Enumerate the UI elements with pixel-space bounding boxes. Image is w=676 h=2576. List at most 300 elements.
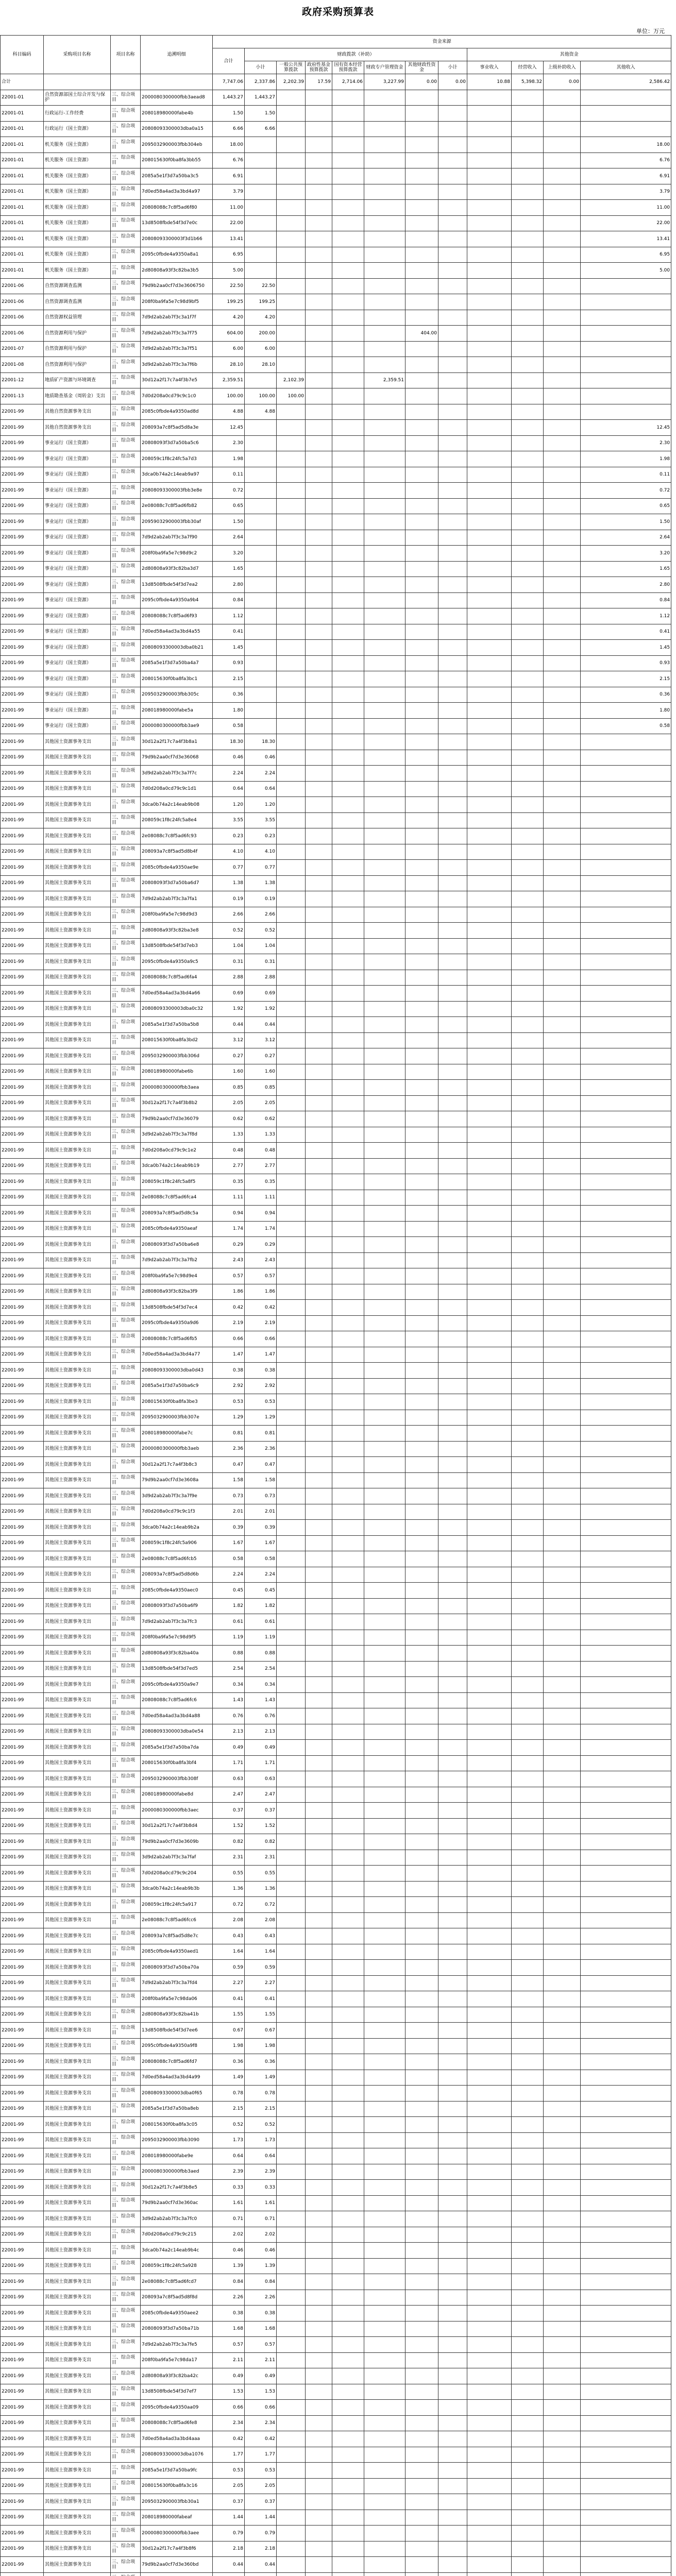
table-cell (544, 703, 581, 719)
table-cell (512, 766, 544, 782)
table-cell: 三、综合项目 (111, 1111, 141, 1127)
table-cell (332, 326, 364, 342)
table-cell (438, 263, 467, 279)
table-cell: 事业运行（国土资源） (44, 640, 111, 656)
table-cell: 208018980000fabe5a (141, 703, 213, 719)
table-cell (277, 1158, 306, 1174)
table-cell (581, 1787, 671, 1803)
table-cell (512, 1677, 544, 1693)
table-cell (512, 1614, 544, 1630)
table-cell: 2d80808a93f3c82ba3f9 (141, 1284, 213, 1300)
table-cell (467, 1661, 512, 1677)
table-cell (512, 1897, 544, 1913)
table-cell (277, 592, 306, 608)
table-cell (581, 1315, 671, 1331)
table-cell: 7,747.06 (213, 74, 245, 90)
table-cell (512, 1803, 544, 1819)
header-total: 合计 (213, 48, 245, 74)
table-cell (306, 1661, 332, 1677)
table-cell (438, 2321, 467, 2337)
table-cell (306, 1975, 332, 1991)
table-cell (467, 2023, 512, 2039)
table-row (1, 2211, 671, 2227)
table-cell: 0.59 (213, 1960, 245, 1976)
table-cell (364, 1912, 405, 1928)
table-cell: 18.30 (213, 734, 245, 750)
table-cell: 2095c0fbde4a9350aa09 (141, 2400, 213, 2416)
table-cell: 其他国土资源事务支出 (44, 2274, 111, 2290)
table-cell: 22001-99 (1, 2368, 44, 2384)
table-cell (405, 2227, 438, 2243)
table-cell: 22001-99 (1, 1032, 44, 1048)
table-cell (332, 1881, 364, 1897)
table-row (1, 294, 671, 310)
table-cell (277, 1143, 306, 1159)
table-cell (581, 2195, 671, 2211)
table-cell (306, 1441, 332, 1457)
table-row (1, 467, 671, 483)
table-cell: 其他国土资源事务支出 (44, 1237, 111, 1253)
table-cell (581, 1143, 671, 1159)
table-cell: 22001-99 (1, 923, 44, 939)
table-cell (277, 1740, 306, 1756)
table-cell (306, 781, 332, 797)
table-cell: 22001-01 (1, 231, 44, 247)
table-cell: 1.12 (213, 608, 245, 624)
table-cell (277, 2211, 306, 2227)
table-cell (405, 750, 438, 766)
table-cell (512, 828, 544, 844)
table-cell: 1.36 (213, 1881, 245, 1897)
table-cell: 其他国土资源事务支出 (44, 750, 111, 766)
table-cell: 其他国土资源事务支出 (44, 923, 111, 939)
table-cell (364, 435, 405, 451)
table-cell: 其他国土资源事务支出 (44, 1975, 111, 1991)
table-cell: 事业运行（国土资源） (44, 718, 111, 734)
table-cell (581, 907, 671, 923)
table-cell: 机关服务（国土资源） (44, 215, 111, 231)
table-cell: 1.77 (245, 2447, 277, 2463)
table-cell (306, 1787, 332, 1803)
table-cell (364, 420, 405, 436)
table-cell (405, 1095, 438, 1111)
table-cell: 2,714.06 (332, 74, 364, 90)
table-cell (332, 1520, 364, 1536)
table-cell: 22001-01 (1, 106, 44, 122)
table-cell (306, 2447, 332, 2463)
table-row (1, 2478, 671, 2494)
table-cell (364, 1143, 405, 1159)
table-cell (438, 372, 467, 388)
table-cell (277, 2180, 306, 2196)
table-cell: 13.41 (581, 231, 671, 247)
table-cell: 0.49 (213, 1740, 245, 1756)
table-cell: 1.29 (213, 1410, 245, 1426)
table-cell (364, 90, 405, 106)
table-cell: 自然资源调查监测 (44, 278, 111, 294)
table-cell (332, 2447, 364, 2463)
table-cell: 其他国土资源事务支出 (44, 1598, 111, 1614)
table-cell (332, 1535, 364, 1551)
table-cell (277, 1252, 306, 1268)
table-cell (512, 467, 544, 483)
table-cell (245, 215, 277, 231)
table-cell (581, 1504, 671, 1520)
table-cell (512, 341, 544, 357)
table-cell: 2095c0fbde4a9350a9f8 (141, 2038, 213, 2054)
table-cell (438, 215, 467, 231)
table-cell (364, 1048, 405, 1064)
table-cell: 三、综合项目 (111, 1912, 141, 1928)
table-cell (364, 1206, 405, 1222)
table-cell (405, 152, 438, 168)
table-cell (581, 1991, 671, 2007)
table-cell (364, 1755, 405, 1771)
table-cell: 三、综合项目 (111, 2557, 141, 2573)
table-cell (467, 1692, 512, 1708)
table-cell: 其他国土资源事务支出 (44, 1551, 111, 1567)
table-cell: 三、综合项目 (111, 750, 141, 766)
table-row (1, 938, 671, 954)
table-cell (364, 498, 405, 514)
table-cell (512, 781, 544, 797)
table-cell (405, 514, 438, 530)
table-cell: 三、综合项目 (111, 1897, 141, 1913)
table-cell (405, 1504, 438, 1520)
table-cell (306, 2038, 332, 2054)
table-cell (306, 200, 332, 216)
table-cell: 1.92 (245, 1001, 277, 1017)
table-cell: 30d12a2f17c7a4f3b8d4 (141, 1818, 213, 1834)
table-cell (364, 1692, 405, 1708)
table-cell (438, 2164, 467, 2180)
table-cell (364, 624, 405, 640)
table-cell (332, 1928, 364, 1944)
table-cell (405, 1143, 438, 1159)
table-cell (581, 1692, 671, 1708)
table-cell: 1.33 (213, 1127, 245, 1143)
table-cell: 2.13 (213, 1724, 245, 1740)
table-cell (544, 891, 581, 907)
table-cell: 208015630f0ba8fa3bc1 (141, 671, 213, 687)
table-cell: 2.05 (245, 1095, 277, 1111)
table-cell: 机关服务（国土资源） (44, 152, 111, 168)
table-cell (467, 1834, 512, 1850)
table-cell (405, 1048, 438, 1064)
table-cell: 2e08088c7c8f5ad6fcd7 (141, 2274, 213, 2290)
table-cell (512, 1661, 544, 1677)
table-cell: 0.00 (544, 74, 581, 90)
table-cell (245, 608, 277, 624)
table-cell (364, 2352, 405, 2368)
table-row (1, 640, 671, 656)
table-cell (438, 2384, 467, 2400)
table-cell (405, 121, 438, 137)
table-cell (512, 1221, 544, 1237)
table-cell (438, 546, 467, 562)
table-cell (405, 1520, 438, 1536)
table-cell (512, 2557, 544, 2573)
table-cell (581, 1001, 671, 1017)
table-cell: 22001-99 (1, 420, 44, 436)
table-cell: 其他国土资源事务支出 (44, 1677, 111, 1693)
table-cell: 20808093f3d7a50ba5c6 (141, 435, 213, 451)
table-cell: 其他国土资源事务支出 (44, 2211, 111, 2227)
table-cell: 0.42 (213, 2431, 245, 2447)
table-cell (581, 1331, 671, 1347)
table-cell (332, 184, 364, 200)
table-cell: 三、综合项目 (111, 106, 141, 122)
table-cell: 3d9d2ab2ab7f3c3a7f6b (141, 357, 213, 373)
table-cell (245, 372, 277, 388)
table-cell: 22001-99 (1, 2431, 44, 2447)
table-row (1, 1881, 671, 1897)
table-cell: 2.64 (213, 530, 245, 546)
table-cell (277, 152, 306, 168)
table-cell (277, 2086, 306, 2102)
table-cell (245, 703, 277, 719)
table-cell (277, 1127, 306, 1143)
table-cell (364, 1771, 405, 1787)
table-cell: 机关服务（国土资源） (44, 168, 111, 184)
unit-label: 单位：万元 (636, 28, 665, 35)
table-cell: 事业运行（国土资源） (44, 703, 111, 719)
table-cell (544, 1614, 581, 1630)
table-cell: 2085c0fbde4a9350aed1 (141, 1944, 213, 1960)
table-cell: 三、综合项目 (111, 1598, 141, 1614)
table-row (1, 1551, 671, 1567)
table-cell (332, 357, 364, 373)
table-cell: 1.53 (213, 2384, 245, 2400)
table-row (1, 1944, 671, 1960)
table-cell (512, 420, 544, 436)
table-cell: 三、综合项目 (111, 2274, 141, 2290)
table-cell (544, 2306, 581, 2321)
table-cell: 三、综合项目 (111, 797, 141, 813)
table-cell (544, 608, 581, 624)
table-cell (364, 1174, 405, 1190)
table-cell: 2085c0fbde4a9350aeaf (141, 1221, 213, 1237)
table-cell (512, 1944, 544, 1960)
table-cell: 2e08088c7c8f5ad6fca4 (141, 1190, 213, 1206)
table-row (1, 2023, 671, 2039)
table-row (1, 750, 671, 766)
table-cell (405, 860, 438, 876)
table-cell: 2d80808a93f3c82ba40a (141, 1646, 213, 1662)
table-cell: 0.57 (213, 1268, 245, 1284)
table-cell (544, 1535, 581, 1551)
table-cell (544, 1646, 581, 1662)
table-row (1, 420, 671, 436)
table-cell (364, 2384, 405, 2400)
table-cell (277, 1488, 306, 1504)
table-cell: 其他国土资源事务支出 (44, 2148, 111, 2164)
table-cell (332, 90, 364, 106)
table-cell: 其他国土资源事务支出 (44, 2557, 111, 2573)
table-cell: 2.31 (213, 1850, 245, 1866)
table-cell: 7d0ed58a4ad3a3bd4a99 (141, 2070, 213, 2086)
table-cell (512, 1048, 544, 1064)
table-cell (364, 766, 405, 782)
table-cell: 三、综合项目 (111, 561, 141, 577)
table-cell: 22001-99 (1, 1252, 44, 1268)
table-cell: 其他国土资源事务支出 (44, 2101, 111, 2117)
table-cell (467, 1190, 512, 1206)
table-cell: 22001-01 (1, 90, 44, 106)
table-cell: 2.18 (245, 2541, 277, 2557)
table-cell: 三、综合项目 (111, 608, 141, 624)
table-cell: 22001-99 (1, 1944, 44, 1960)
table-cell (512, 2038, 544, 2054)
table-cell (544, 2352, 581, 2368)
table-cell (306, 907, 332, 923)
table-cell: 机关服务（国土资源） (44, 263, 111, 279)
table-cell (544, 923, 581, 939)
table-cell (306, 451, 332, 467)
table-cell: 3.55 (245, 812, 277, 828)
table-cell: 0.27 (213, 1048, 245, 1064)
table-cell: 其他国土资源事务支出 (44, 1850, 111, 1866)
table-cell: 0.36 (245, 2054, 277, 2070)
table-cell: 2000080300000fbb3aed (141, 2164, 213, 2180)
table-cell (405, 875, 438, 891)
table-cell: 2085a5e1f3d7a50ba4a7 (141, 655, 213, 671)
header-other-funds: 其他资金 (467, 48, 671, 61)
table-cell (512, 1001, 544, 1017)
table-cell (581, 2306, 671, 2321)
table-cell (512, 1378, 544, 1394)
table-cell: 0.38 (213, 1363, 245, 1379)
table-cell (306, 1818, 332, 1834)
table-cell (277, 184, 306, 200)
table-cell (512, 2494, 544, 2510)
table-cell: 6.91 (581, 168, 671, 184)
table-cell (512, 2101, 544, 2117)
table-row (1, 812, 671, 828)
table-cell: 2.54 (213, 1661, 245, 1677)
procurement-budget-table (0, 35, 671, 2576)
table-row (1, 703, 671, 719)
table-cell: 3dca0b74a2c14eab9a97 (141, 467, 213, 483)
table-cell (277, 1048, 306, 1064)
table-cell: 其他国土资源事务支出 (44, 2007, 111, 2023)
table-cell (364, 1237, 405, 1253)
table-cell (544, 372, 581, 388)
table-cell: 0.84 (213, 2274, 245, 2290)
table-cell (581, 1080, 671, 1096)
table-cell (544, 1221, 581, 1237)
table-cell (512, 624, 544, 640)
table-cell (364, 812, 405, 828)
table-cell (438, 750, 467, 766)
table-cell: 其他国土资源事务支出 (44, 2478, 111, 2494)
table-cell (544, 2054, 581, 2070)
table-cell (438, 1535, 467, 1551)
table-cell: 三、综合项目 (111, 1740, 141, 1756)
table-cell (512, 2541, 544, 2557)
table-cell (277, 2164, 306, 2180)
table-cell (332, 310, 364, 326)
table-cell (332, 388, 364, 404)
table-cell (332, 1441, 364, 1457)
table-cell (438, 1975, 467, 1991)
table-cell (332, 1708, 364, 1724)
table-cell (364, 451, 405, 467)
table-cell (277, 986, 306, 1002)
table-cell (332, 2352, 364, 2368)
table-row (1, 766, 671, 782)
table-cell: 0.84 (213, 592, 245, 608)
table-cell: 3dca0b74a2c14eab9b2a (141, 1520, 213, 1536)
table-cell: 三、综合项目 (111, 1221, 141, 1237)
table-cell: 其他国土资源事务支出 (44, 986, 111, 1002)
table-cell (581, 1032, 671, 1048)
table-cell (277, 451, 306, 467)
table-cell (306, 90, 332, 106)
table-cell (438, 247, 467, 263)
header-project-name: 项目名称 (111, 36, 141, 74)
table-cell (544, 1190, 581, 1206)
table-cell: 三、综合项目 (111, 828, 141, 844)
table-cell (277, 640, 306, 656)
table-cell: 22001-99 (1, 797, 44, 813)
table-cell (581, 766, 671, 782)
table-cell (332, 247, 364, 263)
table-cell: 22.50 (245, 278, 277, 294)
table-cell (306, 687, 332, 703)
table-cell (512, 2148, 544, 2164)
table-cell (581, 1520, 671, 1536)
table-cell: 1.73 (245, 2132, 277, 2148)
table-cell: 2000080300000fbb3aec (141, 1803, 213, 1819)
table-row (1, 624, 671, 640)
table-cell: 22001-99 (1, 1064, 44, 1080)
table-cell (544, 734, 581, 750)
table-cell: 1.71 (213, 1755, 245, 1771)
table-cell: 三、综合项目 (111, 451, 141, 467)
table-cell: 0.38 (245, 2306, 277, 2321)
table-cell: 自然资源利用与保护 (44, 357, 111, 373)
table-cell: 7d9d2ab2ab7f3c3a1f7f (141, 310, 213, 326)
table-cell: 0.31 (245, 954, 277, 970)
table-cell: 三、综合项目 (111, 294, 141, 310)
table-cell (332, 2243, 364, 2259)
table-cell (277, 2321, 306, 2337)
table-cell (306, 2494, 332, 2510)
table-cell (467, 766, 512, 782)
table-cell (544, 718, 581, 734)
table-cell: 其他国土资源事务支出 (44, 1818, 111, 1834)
table-cell: 0.85 (213, 1080, 245, 1096)
table-cell (332, 483, 364, 499)
table-cell: 其他国土资源事务支出 (44, 1535, 111, 1551)
table-cell (277, 2290, 306, 2306)
table-cell (364, 1158, 405, 1174)
table-row (1, 1803, 671, 1819)
table-cell: 22001-99 (1, 2290, 44, 2306)
table-cell (332, 1032, 364, 1048)
table-cell (544, 1881, 581, 1897)
table-cell: 22001-99 (1, 1300, 44, 1316)
table-cell: 三、综合项目 (111, 1363, 141, 1379)
table-cell (332, 168, 364, 184)
table-cell: 208018980000fabe7c (141, 1426, 213, 1442)
table-cell (438, 1080, 467, 1096)
table-cell (581, 2463, 671, 2479)
table-cell: 2000080300000fbb3aeb (141, 1441, 213, 1457)
table-cell (512, 875, 544, 891)
table-cell (544, 1017, 581, 1033)
